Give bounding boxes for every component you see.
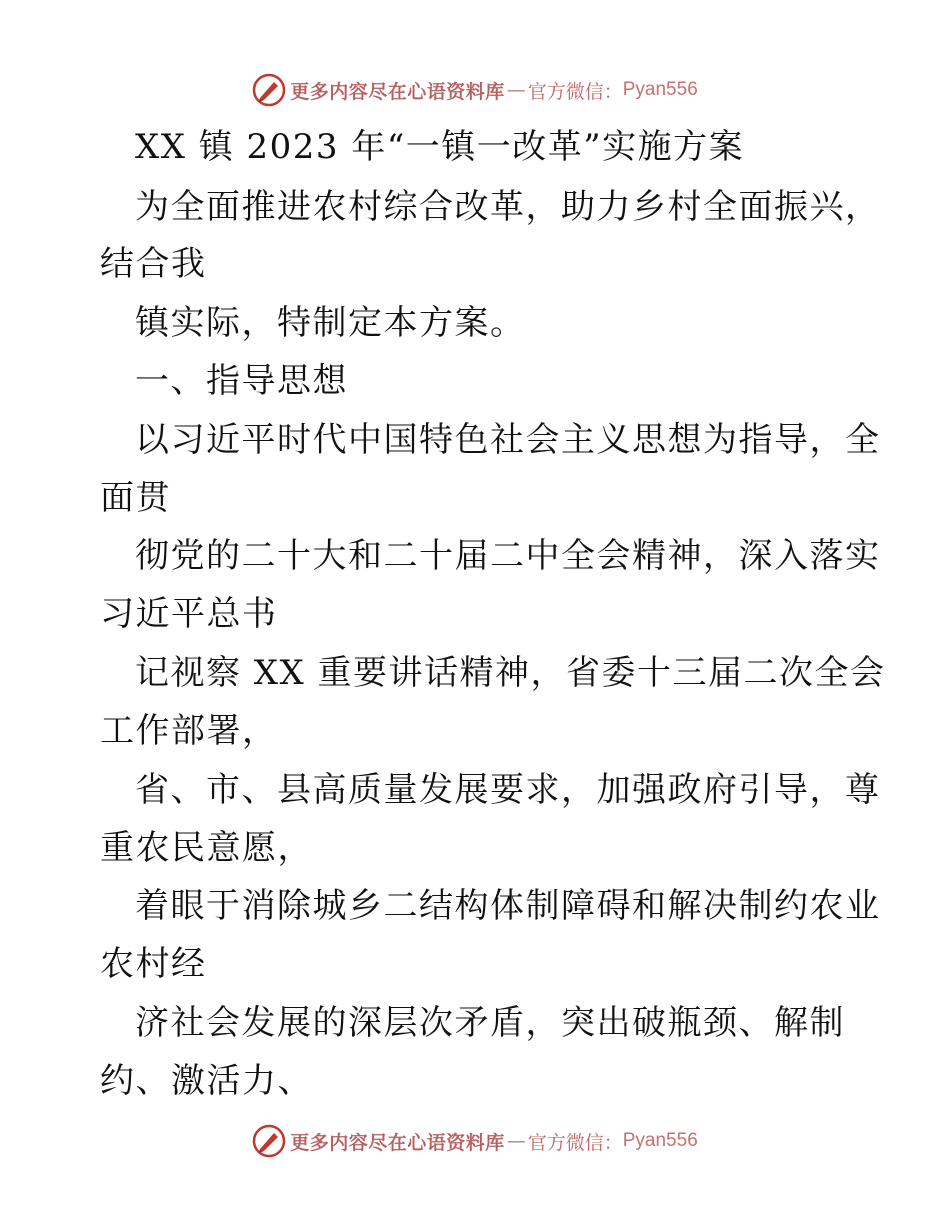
paragraph-line: 结合我 xyxy=(100,244,207,284)
watermark-wechat-id: Pyan556 xyxy=(622,1130,698,1151)
watermark-wechat-id: Pyan556 xyxy=(622,79,698,100)
section-heading: 一、指导思想 xyxy=(135,361,348,401)
pen-logo-icon xyxy=(252,1124,286,1158)
paragraph-line: 习近平总书 xyxy=(100,594,278,634)
paragraph-line: 面贯 xyxy=(100,478,171,518)
watermark-separator: — xyxy=(506,1130,526,1152)
paragraph-line: 着眼于消除城乡二结构体制障碍和解决制约农业 xyxy=(135,886,881,926)
footer-watermark-banner xyxy=(0,1121,950,1161)
watermark-site-name: 更多内容尽在心语资料库 xyxy=(290,80,505,103)
paragraph-line: 镇实际，特制定本方案。 xyxy=(135,303,526,343)
paragraph-line: 约、激活力、 xyxy=(100,1061,313,1101)
paragraph-line: 工作部署， xyxy=(100,711,278,751)
paragraph-line: 省、市、县高质量发展要求，加强政府引导，尊 xyxy=(135,770,881,810)
paragraph-line: 以习近平时代中国特色社会主义思想为指导，全 xyxy=(135,420,881,460)
paragraph-line: 济社会发展的深层次矛盾，突出破瓶颈、解制 xyxy=(135,1003,845,1043)
paragraph-line: 记视察 XX 重要讲话精神，省委十三届二次全会 xyxy=(135,653,886,693)
watermark-site-name: 更多内容尽在心语资料库 xyxy=(290,1131,505,1154)
document-title: XX 镇 2023 年“一镇一改革”实施方案 xyxy=(135,127,745,167)
paragraph-line: 彻党的二十大和二十届二中全会精神，深入落实 xyxy=(135,536,881,576)
watermark-wechat-label: 官方微信： xyxy=(527,80,623,103)
watermark-wechat-label: 官方微信： xyxy=(527,1131,623,1154)
paragraph-line: 为全面推进农村综合改革，助力乡村全面振兴， xyxy=(135,187,881,227)
paragraph-line: 农村经 xyxy=(100,944,207,984)
watermark-separator: — xyxy=(506,79,526,101)
paragraph-line: 重农民意愿， xyxy=(100,828,313,868)
